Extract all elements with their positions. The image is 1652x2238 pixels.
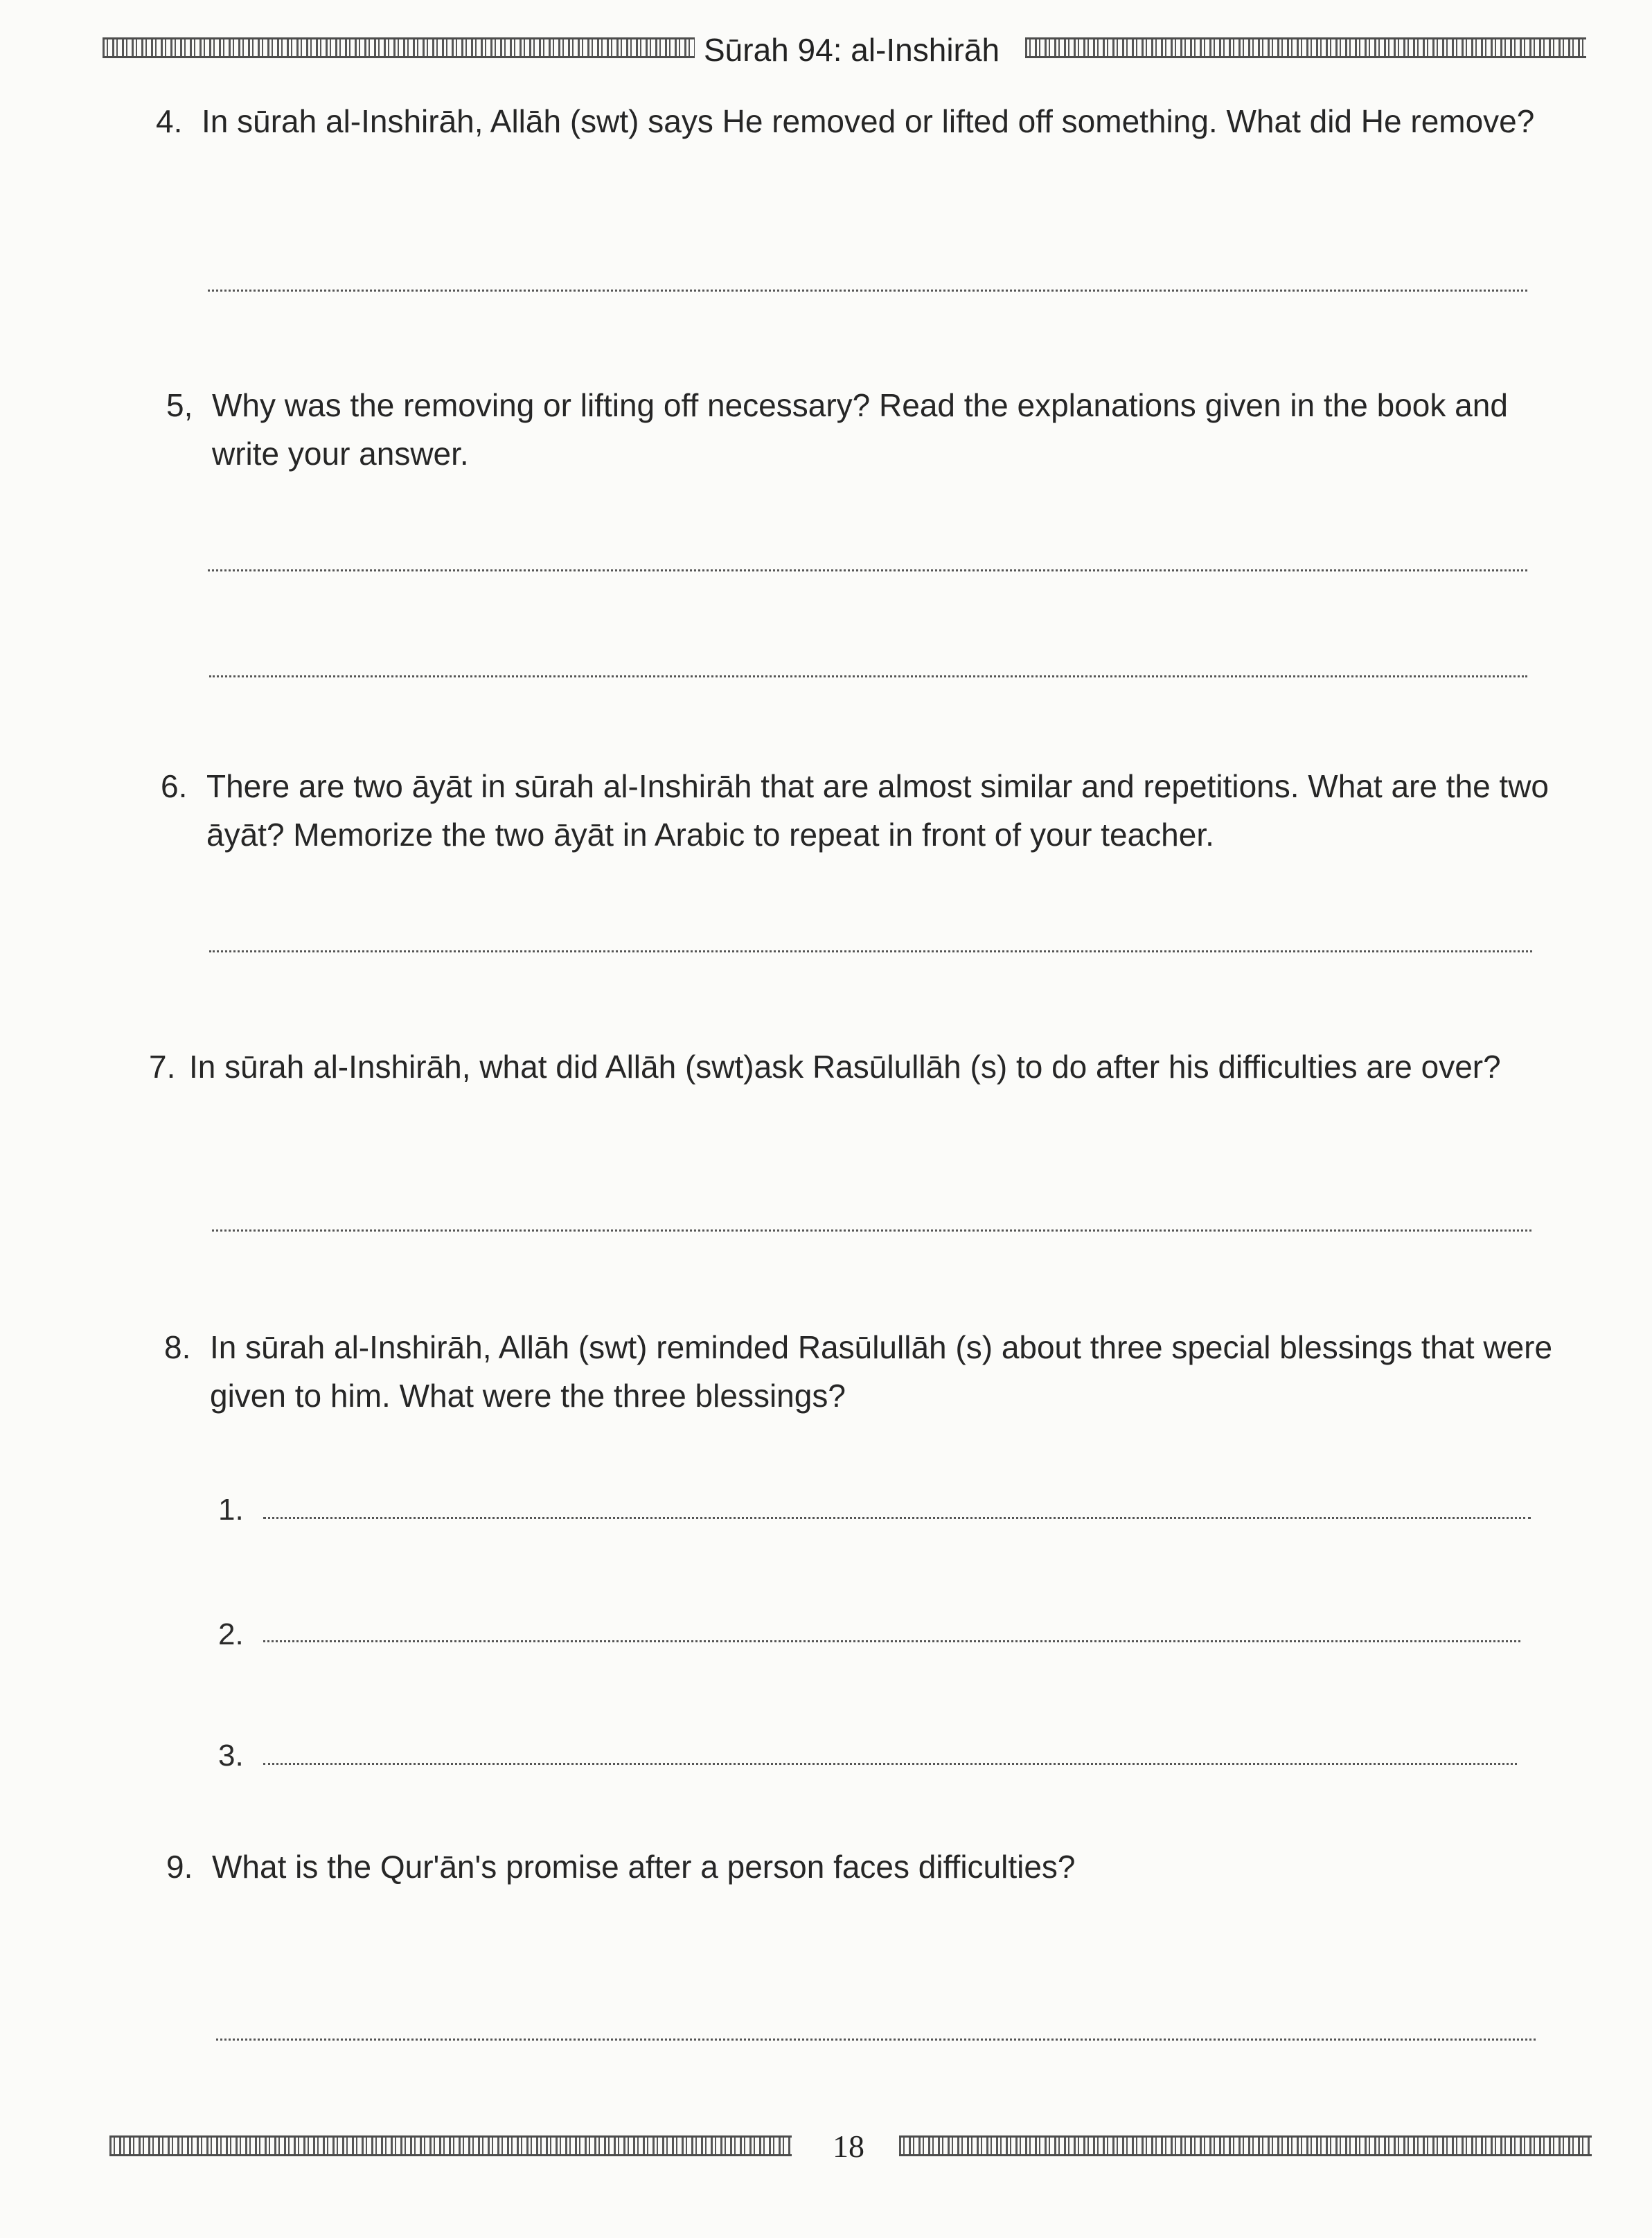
question-text: Why was the removing or lifting off necessary? Read the explanations given in the book and write your answer. — [212, 387, 1508, 472]
question-4 — [156, 97, 1569, 145]
question-text: In sūrah al-Inshirāh, what did Allāh (swt)ask Rasūlullāh (s) to do after his difficulties are over? — [189, 1049, 1501, 1085]
blessing-label-1: 1. — [218, 1493, 244, 1527]
question-text: What is the Qur'ān's promise after a person faces difficulties? — [212, 1849, 1076, 1885]
question-number: 9. — [166, 1849, 193, 1885]
question-text: In sūrah al-Inshirāh, Allāh (swt) reminded Rasūlullāh (s) about three special blessings that were given to him. What were the three blessings? — [210, 1329, 1553, 1414]
blessing-answer-line-1[interactable] — [263, 1517, 1531, 1519]
blessing-answer-line-3[interactable] — [263, 1763, 1517, 1765]
answer-line[interactable] — [216, 2039, 1536, 2041]
question-text: There are two āyāt in sūrah al-Inshirāh that are almost similar and repetitions. What are the two āyāt? Memorize the two āyāt in Arabic to repeat in front of your teacher. — [206, 768, 1549, 853]
header-border-right — [1025, 37, 1586, 58]
blessing-label-3: 3. — [218, 1739, 244, 1773]
page-header-title: Sūrah 94: al-Inshirāh — [704, 32, 1000, 68]
answer-line[interactable] — [212, 1229, 1531, 1232]
page-number: 18 — [833, 2129, 864, 2164]
question-number: 5, — [166, 387, 193, 423]
question-number: 4. — [156, 103, 183, 139]
blessing-answer-line-2[interactable] — [263, 1640, 1520, 1642]
question-number: 6. — [161, 768, 188, 804]
question-text: In sūrah al-Inshirāh, Allāh (swt) says He removed or lifted off something. What did He remove? — [202, 103, 1535, 139]
question-9 — [166, 1842, 1552, 1891]
question-5 — [166, 381, 1552, 478]
answer-line[interactable] — [208, 569, 1527, 571]
footer-border-left — [109, 2135, 792, 2156]
answer-line[interactable] — [209, 950, 1532, 952]
question-number: 8. — [164, 1329, 191, 1365]
answer-line[interactable] — [209, 675, 1527, 677]
blessing-label-2: 2. — [218, 1617, 244, 1651]
question-6 — [161, 762, 1574, 859]
header-border-left — [103, 37, 695, 58]
footer-border-right — [899, 2135, 1592, 2156]
question-number: 7. — [149, 1049, 176, 1085]
question-7 — [149, 1042, 1562, 1091]
answer-line[interactable] — [208, 290, 1527, 292]
question-8 — [164, 1323, 1563, 1420]
show-through-text — [1247, 194, 1276, 314]
